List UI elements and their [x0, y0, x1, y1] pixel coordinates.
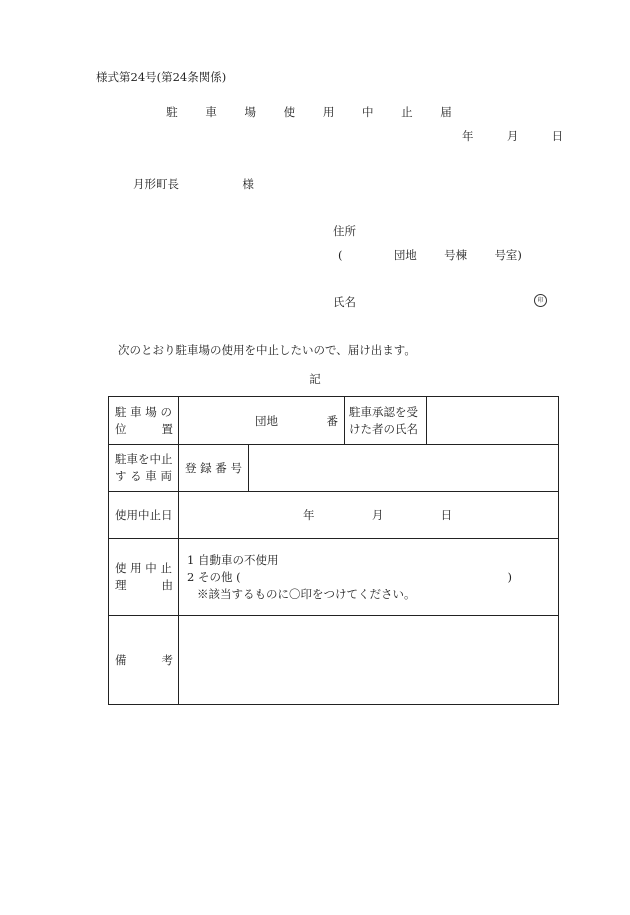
- remarks-label-a: 備: [115, 652, 127, 667]
- reason-row: [109, 539, 559, 616]
- remarks-value[interactable]: [179, 616, 559, 705]
- approved-label-line2: けた者の氏名: [349, 421, 418, 436]
- reason-note: ※該当するものに〇印をつけてください。: [197, 586, 416, 601]
- address-open-paren: (: [338, 248, 343, 262]
- stop-date-value[interactable]: [179, 492, 559, 539]
- reason-option-2-text: 2 その他 (: [187, 569, 241, 584]
- date-line: [462, 128, 563, 144]
- registration-value[interactable]: [249, 445, 559, 492]
- stop-year: 年: [303, 508, 315, 522]
- reason-option-2-close: ): [507, 569, 512, 584]
- address-danchi: 団地: [393, 248, 417, 262]
- intro-text: 次のとおり駐車場の使用を中止したいので、届け出ます。: [118, 343, 416, 357]
- address-detail: [338, 247, 522, 263]
- addressee: [133, 176, 254, 192]
- vehicle-label-line2: す る 車 両: [115, 469, 172, 483]
- remarks-label: [109, 616, 179, 705]
- address-label: 住所: [333, 224, 356, 238]
- location-danchi: 団地: [255, 413, 278, 428]
- address-gotou: 号棟: [444, 248, 468, 262]
- approved-name-label: [345, 397, 427, 445]
- location-row: [109, 397, 559, 445]
- date-month: 月: [506, 129, 519, 143]
- application-table: [108, 396, 559, 705]
- location-label-2b: 置: [161, 421, 173, 436]
- vehicle-label: [109, 445, 179, 492]
- location-label-2a: 位: [115, 421, 127, 436]
- reason-label: [109, 539, 179, 616]
- location-ban: 番: [326, 413, 338, 428]
- reason-option-2: [187, 569, 558, 586]
- address-goushitsu: 号室): [494, 248, 522, 262]
- name-label: 氏名: [333, 295, 356, 309]
- remarks-label-b: 考: [161, 652, 173, 667]
- stop-date-label: 使用中止日: [109, 492, 179, 539]
- ki-heading: 記: [309, 372, 321, 386]
- stop-date-row: [109, 492, 559, 539]
- registration-label: 登 録 番 号: [179, 445, 249, 492]
- remarks-row: [109, 616, 559, 705]
- reason-label-2a: 理: [115, 578, 127, 592]
- stop-month: 月: [371, 508, 384, 522]
- date-day: 日: [551, 129, 564, 143]
- seal-mark: 印: [534, 294, 547, 307]
- reason-label-2b: 由: [161, 578, 173, 592]
- location-label-line1: 駐 車 場 の: [115, 404, 172, 419]
- vehicle-label-line1: 駐車を中止: [115, 452, 173, 466]
- approved-label-line1: 駐車承認を受: [349, 404, 418, 419]
- page-title: [0, 104, 630, 120]
- title-text: 駐 車 場 使 用 中 止 届: [166, 105, 464, 119]
- reason-label-line1: 使 用 中 止: [115, 561, 172, 575]
- addressee-name: 月形町長: [133, 177, 179, 191]
- vehicle-row: [109, 445, 559, 492]
- addressee-suffix: 様: [242, 177, 254, 191]
- location-label: [109, 397, 179, 445]
- approved-name-value[interactable]: [427, 397, 559, 445]
- location-value[interactable]: [179, 397, 345, 445]
- location-label-line2: [115, 421, 173, 438]
- stop-day: 日: [440, 508, 453, 522]
- reason-value[interactable]: [179, 539, 559, 616]
- date-year: 年: [462, 129, 474, 143]
- form-number: 様式第24号(第24条関係): [96, 70, 227, 84]
- reason-option-1: 1 自動車の不使用: [187, 552, 279, 567]
- reason-label-line2: [115, 577, 173, 594]
